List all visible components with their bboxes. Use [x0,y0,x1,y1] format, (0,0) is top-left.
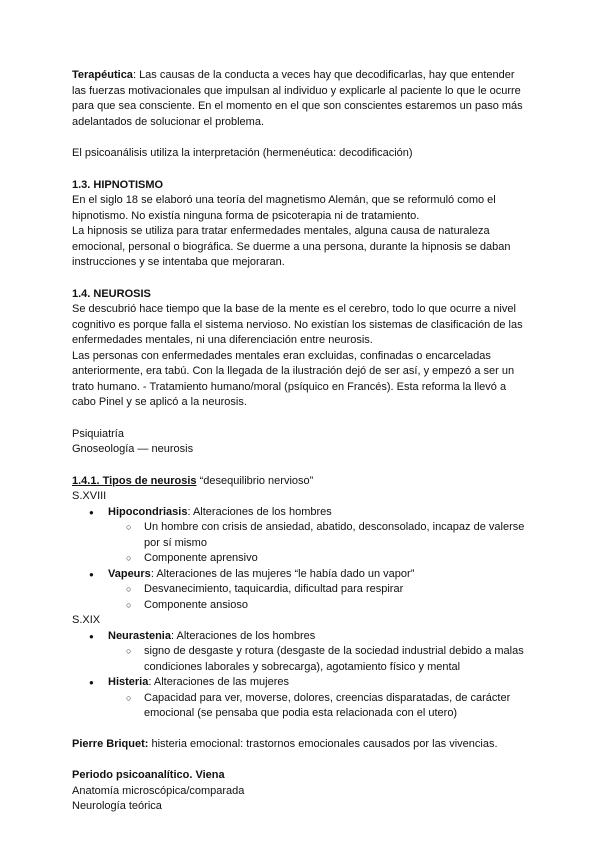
neurosis-paragraph-2: Las personas con enfermedades mentales eran excluidas, confinadas o encarceladas anteriormente, era tabú. Con la llegada de la ilustración dejó de ser así, y empezó a ser un trato humano. - Tratamiento humano/moral (psíquico en Francés). Esta reforma la llevó a cabo Pinel y se aplicó a la neurosis. [72,349,515,408]
therapeutic-paragraph: Terapéutica: Las causas de la conducta a veces hay que decodificarlas, hay que entender las fuerzas motivacionales que impulsan al individuo y explicarle al paciente lo que le ocurre para que sea consciente. En el momento en el que son conscientes estaremos un paso más adelantados de solucionar el problema. [72,69,523,128]
briquet-paragraph [72,737,530,753]
neurosis-heading: 1.4. NEUROSIS [72,287,151,300]
list-item-vapeurs: ● Vapeurs: Alteraciones de las mujeres “le había dado un vapor” ○ Desvanecimiento, taquicardia, dificultad para respirar ○ Componente ansioso [89,567,530,614]
psychiatry-line: Psiquiatría [72,427,124,440]
therapeutic-term: Terapéutica [72,69,133,81]
psychoanalysis-line: El psicoanálisis utiliza la interpretación (hermenéutica: decodificación) [72,147,413,159]
briquet-term: Pierre Briquet: [72,737,149,750]
sub-item: ○ Capacidad para ver, moverse, dolores, creencias disparatadas, de carácter emocional (se pensaba que podia esta relacionada con el utero) [126,691,530,722]
neurosis-list-19th [72,629,530,722]
neurosis-types-title: 1.4.1. Tipos de neurosis [72,474,197,487]
neurosis-types-heading [72,474,530,490]
briquet-text: histeria emocional: trastornos emocionales causados por las vivencias. [148,737,498,750]
sub-item: ○ signo de desgaste y rotura (desgaste de la sociedad industrial debido a malas condiciones laborales y sobrecarga), agotamiento físico y mental [126,644,530,675]
list-item-neurasthenia: ● Neurastenia: Alteraciones de los hombres ○ signo de desgaste y rotura (desgaste de la sociedad industrial debido a malas condiciones laborales y sobrecarga), agotamiento físico y mental [89,629,530,676]
neurosis-list-18th [72,505,530,614]
list-item-hypochondriasis: ● Hipocondriasis: Alteraciones de los hombres ○ Un hombre con crisis de ansiedad, abatido, desconsolado, incapaz de valerse por sí mismo ○ Componente aprensivo [89,505,530,567]
period-heading: Periodo psicoanalítico. Viena [72,769,225,781]
therapeutic-text: Las causas de la conducta a veces hay que decodificarlas, hay que entender las fuerzas motivacionales que impulsan al individuo y explicarle al paciente lo que le ocurre para que sea consciente. En el momento en el que son conscientes estaremos un paso más adelantados de solucionar el problema. [72,69,523,128]
neurology-line: Neurología teórica [72,800,162,812]
hypnotism-paragraph-2: La hipnosis se utiliza para tratar enfermedades mentales, alguna causa de naturaleza emocional, personal o biográfica. Se duerme a una persona, durante la hipnosis se daban instrucciones y se intentaba que mejoraran. [72,225,511,268]
gnoseology-line: Gnoseología — neurosis [72,443,194,455]
hypnotism-heading: 1.3. HIPNOTISMO [72,178,164,191]
century-label-19: S.XIX [72,614,101,626]
century-label-18: S.XVIII [72,490,107,502]
sub-item: ○ Un hombre con crisis de ansiedad, abatido, desconsolado, incapaz de valerse por sí mismo [126,520,530,551]
neurosis-types-subtitle: “desequilibrio nervioso” [199,474,314,487]
hypnotism-paragraph-1: En el siglo 18 se elaboró una teoría del magnetismo Alemán, que se reformuló como el hipnotismo. No existía ninguna forma de psicoterapia ni de tratamiento. [72,194,496,222]
neurosis-paragraph-1: Se descubrió hace tiempo que la base de la mente es el cerebro, todo lo que ocurre a nivel cognitivo es porque falla el sistema nervioso. No existían los sistemas de clasificación de las enfermedades mentales, ni una diferenciación entre neurosis. [72,303,523,346]
sub-item: ○ Componente aprensivo [126,551,530,567]
sub-item: ○ Componente ansioso [126,598,530,614]
anatomy-line: Anatomía microscópica/comparada [72,784,245,797]
list-item-hysteria: ● Histeria: Alteraciones de las mujeres ○ Capacidad para ver, moverse, dolores, creencias disparatadas, de carácter emocional (se pensaba que podia esta relacionada con el utero) [89,675,530,722]
sub-item: ○ Desvanecimiento, taquicardia, dificultad para respirar [126,582,530,598]
